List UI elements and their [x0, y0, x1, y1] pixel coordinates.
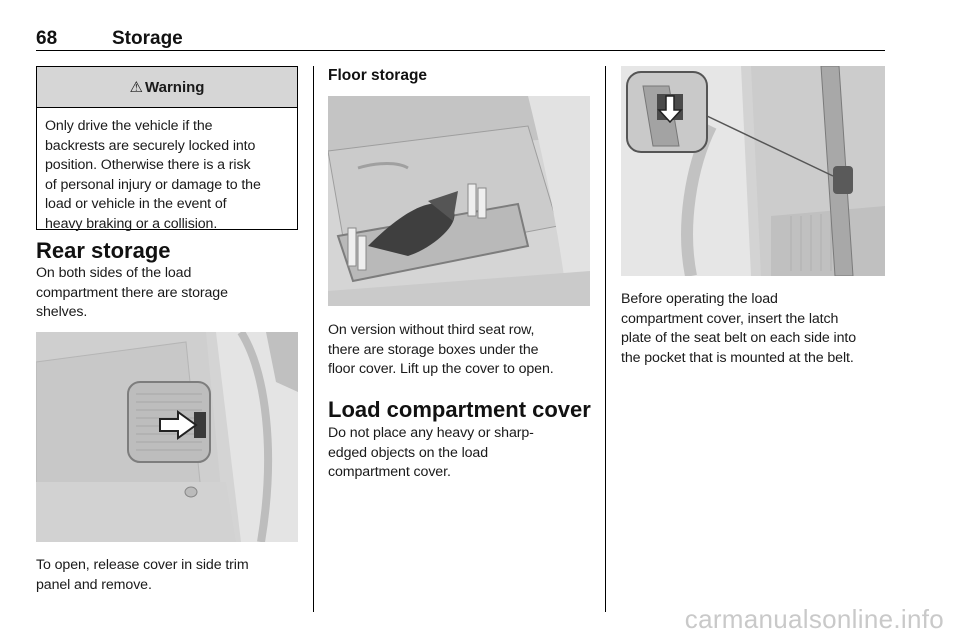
column-divider-2 — [605, 66, 606, 612]
floor-storage-heading: Floor storage — [328, 67, 428, 84]
warning-header — [37, 67, 297, 108]
section-title: Storage — [112, 28, 183, 49]
text-line: On version without third seat row, — [328, 322, 535, 338]
page-number: 68 — [36, 28, 58, 49]
warning-line: of personal injury or damage to the — [45, 176, 261, 193]
text-line: plate of the seat belt on each side into — [621, 330, 856, 347]
warning-title: Warning — [145, 78, 205, 96]
rear-storage-caption — [36, 556, 298, 595]
warning-triangle-icon: ⚠ — [129, 79, 143, 96]
seat-belt-illustration — [621, 66, 885, 276]
warning-text — [37, 108, 297, 235]
text-line: To open, release cover in side trim — [36, 557, 249, 573]
text-line: Do not place any heavy or sharp- — [328, 425, 534, 441]
warning-line: heavy braking or a collision. — [45, 215, 218, 232]
text-line: the pocket that is mounted at the belt. — [621, 349, 854, 366]
load-cover-heading: Load compartment cover — [328, 397, 591, 422]
text-line: compartment cover, insert the latch — [621, 310, 839, 327]
rear-storage-illustration — [36, 332, 298, 542]
load-cover-text — [328, 424, 590, 483]
warning-line: load or vehicle in the event of — [45, 196, 227, 213]
text-line: edged objects on the load — [328, 444, 488, 461]
load-cover-instruction — [621, 290, 891, 368]
header-divider — [36, 50, 885, 51]
text-line: floor cover. Lift up the cover to open. — [328, 361, 554, 378]
text-line: On both sides of the load — [36, 265, 192, 281]
floor-storage-illustration — [328, 96, 590, 306]
text-line: compartment there are storage — [36, 284, 228, 301]
rear-storage-heading: Rear storage — [36, 238, 171, 263]
warning-line: Only drive the vehicle if the — [45, 118, 213, 134]
text-line: compartment cover. — [328, 464, 451, 481]
warning-box — [36, 66, 298, 230]
warning-line: backrests are securely locked into — [45, 137, 256, 154]
rear-storage-intro — [36, 264, 298, 323]
text-line: Before operating the load — [621, 291, 778, 307]
column-divider-1 — [313, 66, 314, 612]
text-line: shelves. — [36, 304, 88, 321]
warning-line: position. Otherwise there is a risk — [45, 157, 251, 174]
text-line: there are storage boxes under the — [328, 341, 539, 358]
text-line: panel and remove. — [36, 576, 152, 593]
floor-storage-text — [328, 321, 600, 380]
watermark: carmanualsonline.info — [684, 604, 944, 634]
